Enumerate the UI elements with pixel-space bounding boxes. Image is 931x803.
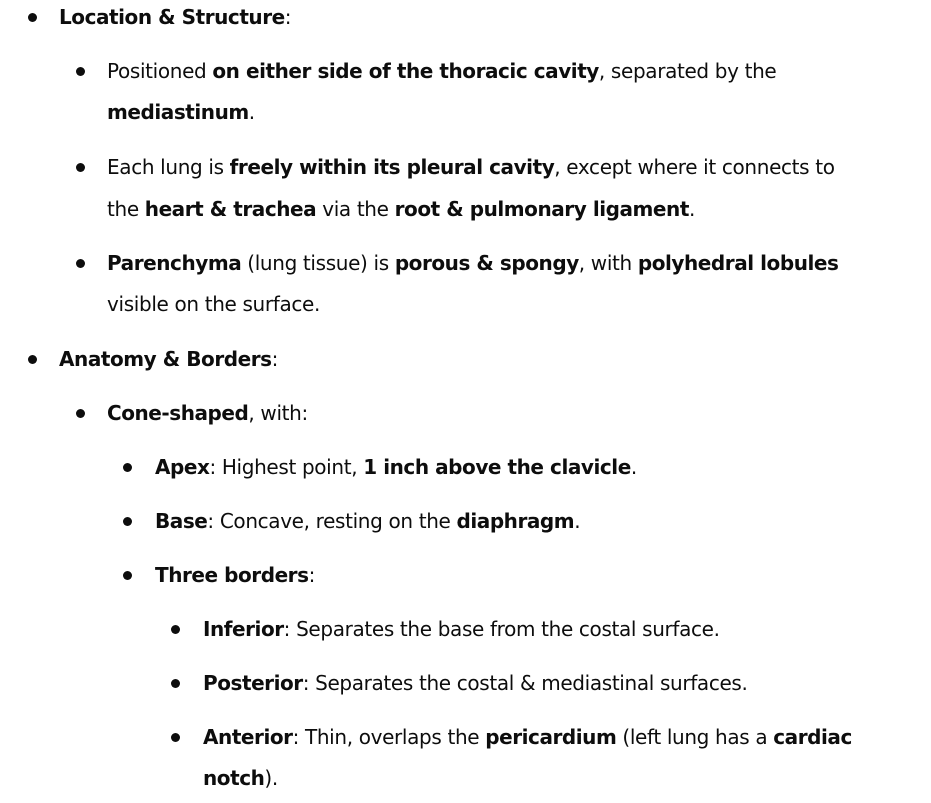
bullet-base xyxy=(123,517,132,526)
list-item-borders: Three borders: xyxy=(155,563,315,587)
bullet-position xyxy=(76,67,85,76)
bullet-location xyxy=(28,13,37,22)
list-item-base: Base: Concave, resting on the diaphragm. xyxy=(155,509,581,533)
list-item-position-line2: mediastinum. xyxy=(107,100,255,124)
list-item-cone: Cone-shaped, with: xyxy=(107,401,308,425)
list-item-pleural-line1: Each lung is freely within its pleural cavity, except where it connects to xyxy=(107,155,835,179)
list-item-anterior-line2: notch). xyxy=(203,766,278,790)
heading-location: Location & Structure: xyxy=(59,5,292,29)
list-item-position-line1: Positioned on either side of the thoracic cavity, separated by the xyxy=(107,59,777,83)
list-item-pleural-line2: the heart & trachea via the root & pulmonary ligament. xyxy=(107,197,695,221)
list-item-apex: Apex: Highest point, 1 inch above the clavicle. xyxy=(155,455,637,479)
bullet-parenchyma xyxy=(76,259,85,268)
bullet-inferior xyxy=(171,625,180,634)
heading-anatomy: Anatomy & Borders: xyxy=(59,347,278,371)
list-item-inferior: Inferior: Separates the base from the costal surface. xyxy=(203,617,720,641)
list-item-parenchyma-line2: visible on the surface. xyxy=(107,292,320,316)
bullet-apex xyxy=(123,463,132,472)
list-item-parenchyma-line1: Parenchyma (lung tissue) is porous & spongy, with polyhedral lobules xyxy=(107,251,839,275)
bullet-cone xyxy=(76,409,85,418)
bullet-anterior xyxy=(171,733,180,742)
bullet-posterior xyxy=(171,679,180,688)
bullet-pleural xyxy=(76,163,85,172)
bullet-borders xyxy=(123,571,132,580)
bullet-anatomy xyxy=(28,355,37,364)
list-item-anterior-line1: Anterior: Thin, overlaps the pericardium (left lung has a cardiac xyxy=(203,725,852,749)
list-item-posterior: Posterior: Separates the costal & mediastinal surfaces. xyxy=(203,671,748,695)
